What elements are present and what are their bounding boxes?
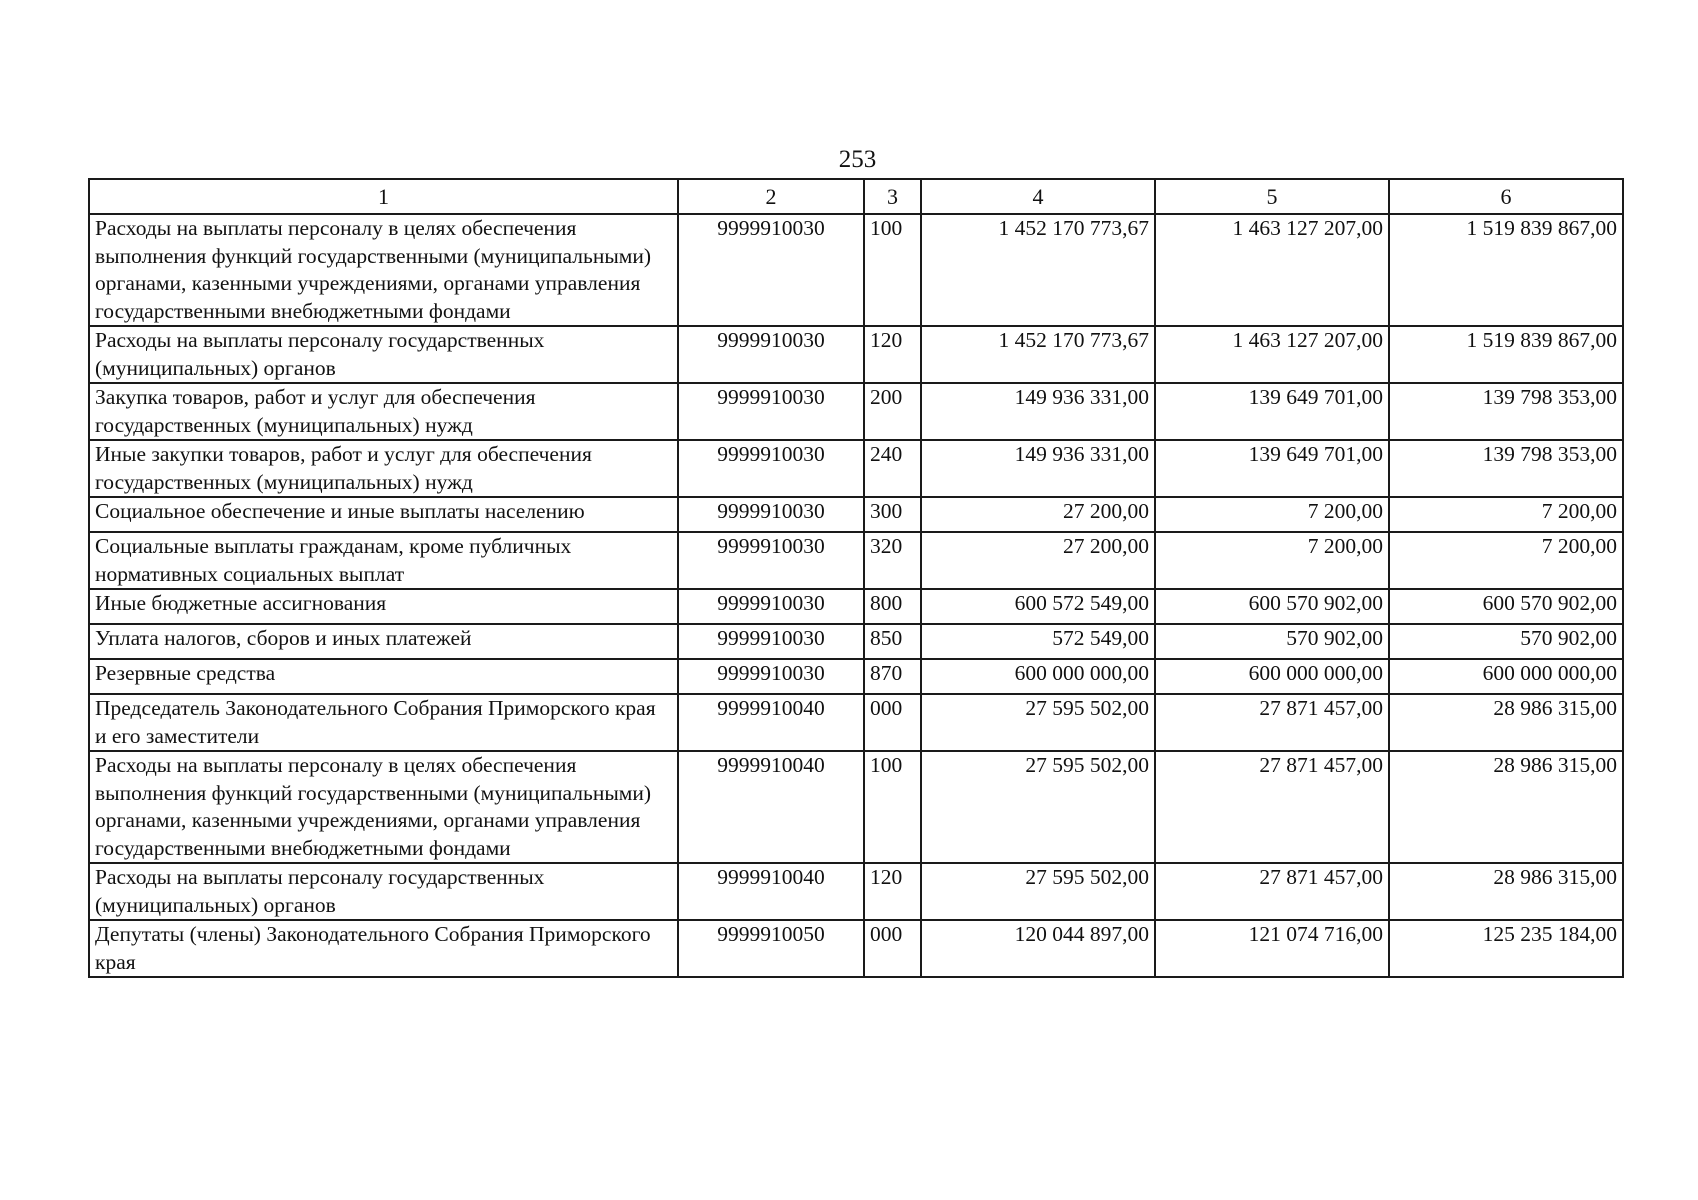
row-expense-type: 000 (864, 920, 921, 977)
row-amount-col5: 27 871 457,00 (1155, 863, 1389, 920)
column-header-4: 4 (921, 179, 1155, 214)
row-amount-col4: 27 200,00 (921, 532, 1155, 589)
row-expense-type: 100 (864, 751, 921, 863)
row-amount-col5: 121 074 716,00 (1155, 920, 1389, 977)
row-amount-col5: 600 000 000,00 (1155, 659, 1389, 694)
table-row (89, 383, 1623, 440)
row-expense-type: 800 (864, 589, 921, 624)
table-body (89, 214, 1623, 977)
row-amount-col6: 1 519 839 867,00 (1389, 326, 1623, 383)
row-target-code: 9999910030 (678, 624, 864, 659)
row-target-code: 9999910030 (678, 497, 864, 532)
row-target-code: 9999910030 (678, 383, 864, 440)
table-row (89, 326, 1623, 383)
row-amount-col6: 7 200,00 (1389, 532, 1623, 589)
column-header-1: 1 (89, 179, 678, 214)
row-expense-type: 100 (864, 214, 921, 326)
page-number: 253 (838, 146, 877, 173)
row-amount-col5: 27 871 457,00 (1155, 751, 1389, 863)
row-amount-col6: 600 570 902,00 (1389, 589, 1623, 624)
table-row (89, 624, 1623, 659)
row-amount-col4: 27 595 502,00 (921, 863, 1155, 920)
row-amount-col6: 7 200,00 (1389, 497, 1623, 532)
row-expense-type: 120 (864, 326, 921, 383)
row-amount-col6: 125 235 184,00 (1389, 920, 1623, 977)
column-header-3: 3 (864, 179, 921, 214)
row-description: Социальное обеспечение и иные выплаты населению (89, 497, 678, 532)
row-description: Председатель Законодательного Собрания Приморского края и его заместители (89, 694, 678, 751)
row-amount-col5: 1 463 127 207,00 (1155, 326, 1389, 383)
row-amount-col4: 1 452 170 773,67 (921, 326, 1155, 383)
row-amount-col6: 570 902,00 (1389, 624, 1623, 659)
table-row (89, 694, 1623, 751)
row-amount-col4: 600 000 000,00 (921, 659, 1155, 694)
row-amount-col4: 27 595 502,00 (921, 751, 1155, 863)
row-amount-col4: 27 200,00 (921, 497, 1155, 532)
row-expense-type: 000 (864, 694, 921, 751)
row-amount-col5: 7 200,00 (1155, 532, 1389, 589)
row-target-code: 9999910030 (678, 659, 864, 694)
row-description: Депутаты (члены) Законодательного Собрания Приморского края (89, 920, 678, 977)
row-target-code: 9999910030 (678, 532, 864, 589)
row-amount-col5: 570 902,00 (1155, 624, 1389, 659)
table-row (89, 659, 1623, 694)
row-description: Социальные выплаты гражданам, кроме публичных нормативных социальных выплат (89, 532, 678, 589)
row-target-code: 9999910050 (678, 920, 864, 977)
row-target-code: 9999910040 (678, 694, 864, 751)
row-description: Иные закупки товаров, работ и услуг для обеспечения государственных (муниципальных) нужд (89, 440, 678, 497)
row-expense-type: 300 (864, 497, 921, 532)
row-description: Закупка товаров, работ и услуг для обеспечения государственных (муниципальных) нужд (89, 383, 678, 440)
row-expense-type: 120 (864, 863, 921, 920)
row-description: Расходы на выплаты персоналу в целях обеспечения выполнения функций государственными (муниципальными) органами, казенными учреждениями, органами управления государственными внебюджетными фондами (89, 214, 678, 326)
row-amount-col6: 28 986 315,00 (1389, 863, 1623, 920)
row-amount-col5: 139 649 701,00 (1155, 383, 1389, 440)
row-description: Расходы на выплаты персоналу в целях обеспечения выполнения функций государственными (муниципальными) органами, казенными учреждениями, органами управления государственными внебюджетными фондами (89, 751, 678, 863)
row-expense-type: 240 (864, 440, 921, 497)
row-expense-type: 850 (864, 624, 921, 659)
table-row (89, 751, 1623, 863)
header-row (89, 179, 1623, 214)
row-expense-type: 200 (864, 383, 921, 440)
row-amount-col4: 600 572 549,00 (921, 589, 1155, 624)
row-amount-col4: 572 549,00 (921, 624, 1155, 659)
row-amount-col4: 1 452 170 773,67 (921, 214, 1155, 326)
row-amount-col4: 149 936 331,00 (921, 440, 1155, 497)
table-row (89, 920, 1623, 977)
column-header-6: 6 (1389, 179, 1623, 214)
row-amount-col4: 149 936 331,00 (921, 383, 1155, 440)
table-row (89, 863, 1623, 920)
row-amount-col4: 27 595 502,00 (921, 694, 1155, 751)
row-description: Иные бюджетные ассигнования (89, 589, 678, 624)
column-header-2: 2 (678, 179, 864, 214)
row-description: Расходы на выплаты персоналу государственных (муниципальных) органов (89, 326, 678, 383)
row-amount-col6: 600 000 000,00 (1389, 659, 1623, 694)
table-row (89, 440, 1623, 497)
row-amount-col5: 7 200,00 (1155, 497, 1389, 532)
row-amount-col6: 139 798 353,00 (1389, 383, 1623, 440)
row-expense-type: 870 (864, 659, 921, 694)
row-expense-type: 320 (864, 532, 921, 589)
column-header-5: 5 (1155, 179, 1389, 214)
table-row (89, 589, 1623, 624)
table-row (89, 532, 1623, 589)
row-target-code: 9999910040 (678, 863, 864, 920)
row-amount-col5: 27 871 457,00 (1155, 694, 1389, 751)
row-amount-col6: 1 519 839 867,00 (1389, 214, 1623, 326)
row-amount-col5: 1 463 127 207,00 (1155, 214, 1389, 326)
row-description: Резервные средства (89, 659, 678, 694)
row-description: Расходы на выплаты персоналу государственных (муниципальных) органов (89, 863, 678, 920)
row-target-code: 9999910030 (678, 440, 864, 497)
row-target-code: 9999910030 (678, 214, 864, 326)
row-amount-col6: 28 986 315,00 (1389, 694, 1623, 751)
row-target-code: 9999910040 (678, 751, 864, 863)
row-description: Уплата налогов, сборов и иных платежей (89, 624, 678, 659)
row-amount-col6: 139 798 353,00 (1389, 440, 1623, 497)
table-header (89, 179, 1623, 214)
table-row (89, 497, 1623, 532)
row-amount-col5: 600 570 902,00 (1155, 589, 1389, 624)
row-amount-col4: 120 044 897,00 (921, 920, 1155, 977)
row-amount-col5: 139 649 701,00 (1155, 440, 1389, 497)
row-target-code: 9999910030 (678, 589, 864, 624)
row-target-code: 9999910030 (678, 326, 864, 383)
row-amount-col6: 28 986 315,00 (1389, 751, 1623, 863)
table-row (89, 214, 1623, 326)
budget-table (88, 178, 1624, 978)
